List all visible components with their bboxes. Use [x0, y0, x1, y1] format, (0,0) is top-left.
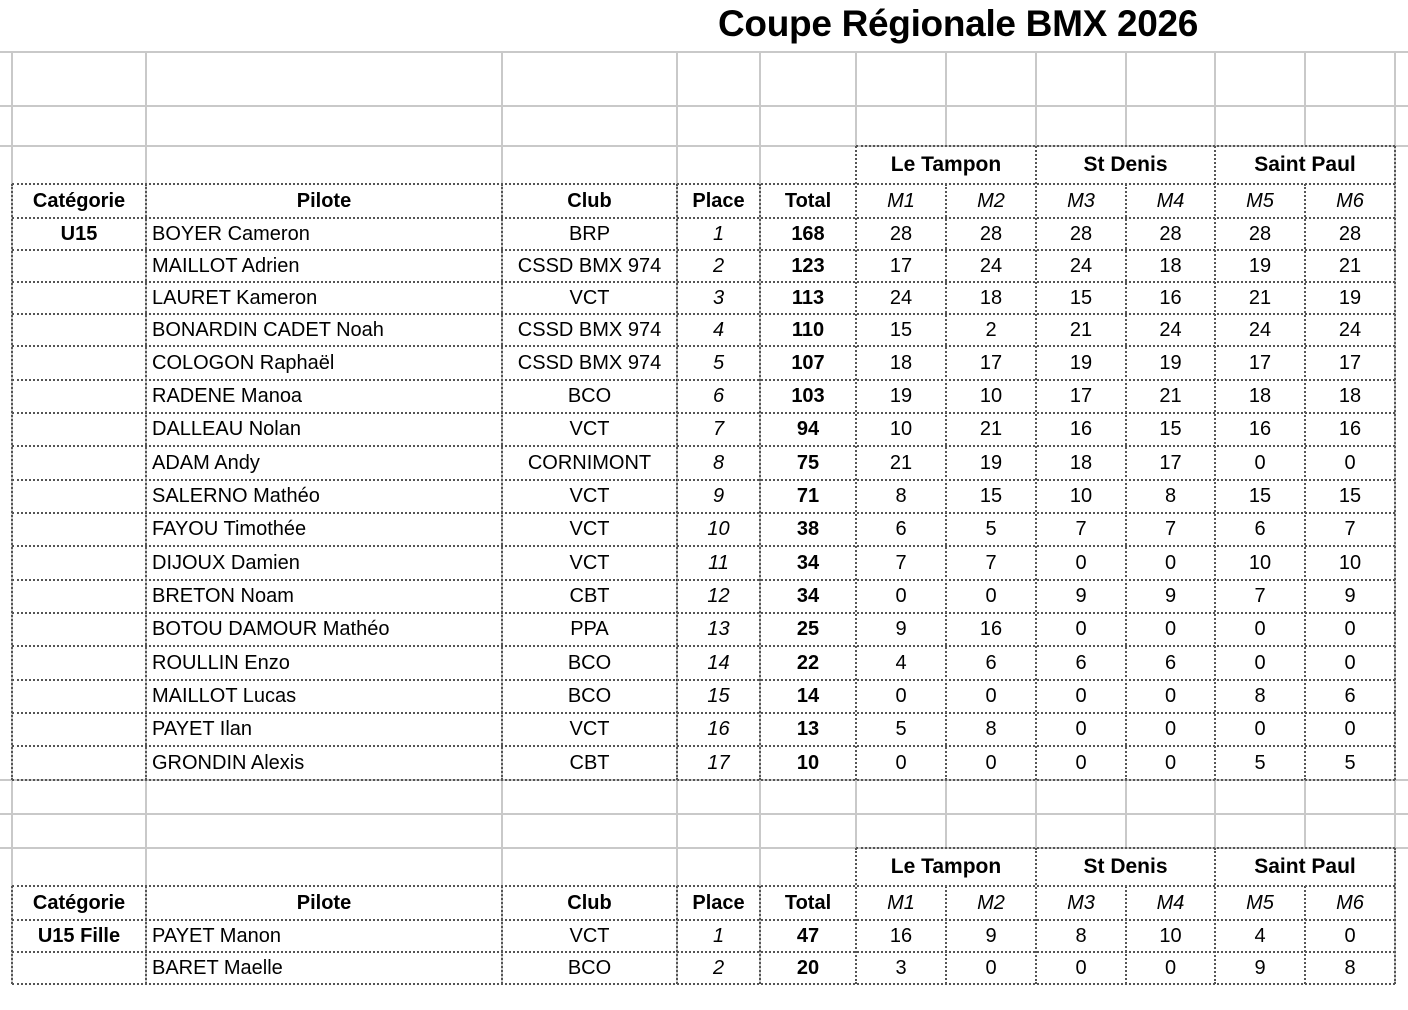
manche-score[interactable]: 0 — [1344, 925, 1356, 947]
manche-score[interactable]: 9 — [1164, 585, 1177, 607]
manche-score[interactable]: 8 — [895, 485, 907, 507]
pilot-name[interactable]: ADAM Andy — [152, 452, 260, 474]
venue-header[interactable]: Le Tampon — [890, 153, 1002, 176]
manche-score[interactable]: 5 — [1254, 752, 1266, 774]
manche-score[interactable]: 10 — [889, 418, 913, 440]
pilot-place[interactable]: 16 — [707, 718, 730, 740]
pilot-total[interactable]: 34 — [796, 552, 820, 574]
manche-score[interactable]: 19 — [1338, 287, 1362, 309]
pilot-club[interactable]: VCT — [569, 287, 610, 309]
pilot-total[interactable]: 14 — [796, 685, 820, 707]
manche-score[interactable]: 0 — [1164, 718, 1177, 740]
header-manche[interactable]: M2 — [977, 892, 1005, 914]
manche-score[interactable]: 18 — [1069, 452, 1093, 474]
grid-line-v — [945, 780, 947, 848]
manche-score[interactable]: 6 — [1164, 652, 1177, 674]
manche-score[interactable]: 18 — [979, 287, 1003, 309]
manche-score[interactable]: 7 — [985, 552, 997, 574]
header-manche[interactable]: M6 — [1336, 190, 1364, 212]
pilot-club[interactable]: BCO — [567, 957, 612, 979]
manche-score[interactable]: 0 — [985, 685, 997, 707]
venue-header[interactable]: Le Tampon — [890, 855, 1002, 878]
grid-line-v — [1125, 52, 1127, 146]
pilot-name[interactable]: MAILLOT Lucas — [152, 685, 297, 707]
manche-score[interactable]: 0 — [985, 957, 997, 979]
manche-score[interactable]: 0 — [1075, 957, 1087, 979]
manche-score[interactable]: 0 — [1344, 718, 1356, 740]
pilot-place[interactable]: 10 — [707, 518, 730, 540]
manche-score[interactable]: 8 — [1344, 957, 1356, 979]
grid-line-v — [759, 52, 761, 146]
pilot-total[interactable]: 107 — [791, 352, 825, 374]
category-label[interactable]: U15 — [60, 223, 98, 245]
pilot-club[interactable]: CSSD BMX 974 — [517, 352, 662, 374]
manche-score[interactable]: 24 — [1069, 255, 1093, 277]
manche-score[interactable]: 24 — [1248, 319, 1272, 341]
manche-score[interactable]: 2 — [985, 319, 997, 341]
pilot-total[interactable]: 38 — [796, 518, 820, 540]
pilot-place[interactable]: 14 — [707, 652, 730, 674]
header-manche[interactable]: M5 — [1246, 190, 1274, 212]
manche-score[interactable]: 17 — [1159, 452, 1182, 474]
pilot-place[interactable]: 2 — [712, 255, 725, 277]
venue-header[interactable]: St Denis — [1083, 855, 1168, 878]
grid-line-h — [12, 983, 1395, 985]
header-categorie[interactable]: Catégorie — [32, 190, 126, 212]
pilot-club[interactable]: VCT — [569, 518, 610, 540]
manche-score[interactable]: 9 — [1075, 585, 1087, 607]
pilot-name[interactable]: MAILLOT Adrien — [152, 255, 300, 277]
header-manche[interactable]: M6 — [1336, 892, 1364, 914]
manche-score[interactable]: 9 — [1344, 585, 1356, 607]
pilot-place[interactable]: 11 — [708, 552, 729, 574]
manche-score[interactable]: 0 — [1164, 685, 1177, 707]
pilot-place[interactable]: 5 — [712, 352, 725, 374]
pilot-name[interactable]: BOTOU DAMOUR Mathéo — [152, 618, 390, 640]
pilot-name[interactable]: FAYOU Timothée — [152, 518, 307, 540]
grid-line-v — [1304, 780, 1306, 848]
manche-score[interactable]: 21 — [1159, 385, 1182, 407]
pilot-place[interactable]: 2 — [712, 957, 725, 979]
venue-header[interactable]: Saint Paul — [1254, 855, 1356, 878]
manche-score[interactable]: 24 — [1338, 319, 1362, 341]
manche-score[interactable]: 0 — [895, 585, 907, 607]
manche-score[interactable]: 0 — [895, 752, 907, 774]
pilot-name[interactable]: BRETON Noam — [152, 585, 294, 607]
pilot-club[interactable]: CSSD BMX 974 — [517, 319, 662, 341]
manche-score[interactable]: 17 — [979, 352, 1003, 374]
manche-score[interactable]: 0 — [1075, 552, 1087, 574]
grid-line-v — [945, 52, 947, 146]
pilot-place[interactable]: 6 — [712, 385, 725, 407]
header-categorie[interactable]: Catégorie — [32, 892, 126, 914]
pilot-place[interactable]: 17 — [707, 752, 730, 774]
grid-line-v — [676, 52, 678, 146]
pilot-place[interactable]: 4 — [712, 319, 725, 341]
manche-score[interactable]: 15 — [1069, 287, 1093, 309]
manche-score[interactable]: 9 — [895, 618, 907, 640]
pilot-name[interactable]: COLOGON Raphaël — [152, 352, 335, 374]
grid-line-v — [11, 52, 13, 146]
grid-line-v — [501, 52, 503, 146]
manche-score[interactable]: 0 — [1254, 652, 1266, 674]
pilot-club[interactable]: VCT — [569, 925, 610, 947]
header-club[interactable]: Club — [567, 892, 612, 914]
manche-score[interactable]: 10 — [1248, 552, 1272, 574]
manche-score[interactable]: 8 — [985, 718, 997, 740]
pilot-total[interactable]: 34 — [796, 585, 820, 607]
manche-score[interactable]: 16 — [889, 925, 913, 947]
manche-score[interactable]: 15 — [1248, 485, 1272, 507]
pilot-club[interactable]: VCT — [569, 718, 610, 740]
pilot-place[interactable]: 15 — [707, 685, 730, 707]
pilot-club[interactable]: VCT — [569, 485, 610, 507]
manche-score[interactable]: 21 — [889, 452, 913, 474]
manche-score[interactable]: 15 — [979, 485, 1003, 507]
venue-header[interactable]: Saint Paul — [1254, 153, 1356, 176]
pilot-place[interactable]: 3 — [712, 287, 725, 309]
manche-score[interactable]: 28 — [979, 223, 1003, 245]
manche-score[interactable]: 19 — [1069, 352, 1093, 374]
manche-score[interactable]: 21 — [1338, 255, 1362, 277]
header-manche[interactable]: M4 — [1156, 892, 1185, 914]
manche-score[interactable]: 10 — [1338, 552, 1362, 574]
pilot-club[interactable]: CBT — [569, 752, 610, 774]
pilot-total[interactable]: 25 — [796, 618, 820, 640]
manche-score[interactable]: 28 — [889, 223, 913, 245]
pilot-club[interactable]: CSSD BMX 974 — [517, 255, 662, 277]
grid-line-v — [1304, 52, 1306, 146]
manche-score[interactable]: 15 — [1338, 485, 1362, 507]
manche-score[interactable]: 16 — [1248, 418, 1272, 440]
manche-score[interactable]: 21 — [979, 418, 1003, 440]
pilot-total[interactable]: 71 — [796, 485, 820, 507]
pilot-club[interactable]: BCO — [567, 385, 612, 407]
manche-score[interactable]: 3 — [895, 957, 907, 979]
header-pilote[interactable]: Pilote — [296, 190, 352, 212]
pilot-name[interactable]: BARET Maelle — [152, 957, 283, 979]
pilot-name[interactable]: GRONDIN Alexis — [152, 752, 305, 774]
manche-score[interactable]: 9 — [985, 925, 997, 947]
pilot-name[interactable]: RADENE Manoa — [152, 385, 303, 407]
manche-score[interactable]: 19 — [889, 385, 913, 407]
manche-score[interactable]: 0 — [895, 685, 907, 707]
pilot-name[interactable]: SALERNO Mathéo — [152, 485, 320, 507]
pilot-club[interactable]: VCT — [569, 418, 610, 440]
header-manche[interactable]: M1 — [887, 190, 915, 212]
grid-line-v — [11, 184, 13, 780]
grid-line-v — [1035, 52, 1037, 146]
sheet-title: Coupe Régionale BMX 2026 — [718, 3, 1199, 44]
manche-score[interactable]: 6 — [1075, 652, 1087, 674]
grid-line-v — [1125, 780, 1127, 848]
header-place[interactable]: Place — [692, 190, 745, 212]
pilot-place[interactable]: 1 — [712, 925, 725, 947]
manche-score[interactable]: 7 — [1254, 585, 1266, 607]
manche-score[interactable]: 0 — [1344, 452, 1356, 474]
pilot-place[interactable]: 13 — [707, 618, 730, 640]
header-manche[interactable]: M2 — [977, 190, 1005, 212]
grid-line-v — [1214, 52, 1216, 146]
manche-score[interactable]: 0 — [1254, 618, 1266, 640]
grid-line-v — [145, 52, 147, 146]
manche-score[interactable]: 18 — [1338, 385, 1362, 407]
pilot-total[interactable]: 47 — [796, 925, 820, 947]
manche-score[interactable]: 0 — [1254, 452, 1266, 474]
venue-header[interactable]: St Denis — [1083, 153, 1168, 176]
pilot-place[interactable]: 9 — [712, 485, 725, 507]
manche-score[interactable]: 15 — [889, 319, 913, 341]
pilot-club[interactable]: CORNIMONT — [527, 452, 652, 474]
grid-line-v — [855, 780, 857, 848]
manche-score[interactable]: 6 — [895, 518, 907, 540]
manche-score[interactable]: 7 — [1164, 518, 1177, 540]
manche-score[interactable]: 6 — [985, 652, 997, 674]
manche-score[interactable]: 16 — [1338, 418, 1362, 440]
pilot-place[interactable]: 12 — [707, 585, 730, 607]
pilot-total[interactable]: 110 — [791, 319, 825, 341]
manche-score[interactable]: 0 — [1075, 685, 1087, 707]
pilot-name[interactable]: DALLEAU Nolan — [152, 418, 301, 440]
manche-score[interactable]: 0 — [1164, 552, 1177, 574]
manche-score[interactable]: 19 — [979, 452, 1003, 474]
manche-score[interactable]: 24 — [1159, 319, 1182, 341]
grid-line-v — [855, 52, 857, 146]
manche-score[interactable]: 0 — [1344, 618, 1356, 640]
manche-score[interactable]: 28 — [1338, 223, 1362, 245]
pilot-name[interactable]: PAYET Manon — [152, 925, 281, 947]
manche-score[interactable]: 28 — [1069, 223, 1093, 245]
header-manche[interactable]: M4 — [1156, 190, 1185, 212]
pilot-place[interactable]: 1 — [712, 223, 725, 245]
manche-score[interactable]: 16 — [979, 618, 1003, 640]
pilot-total[interactable]: 94 — [796, 418, 820, 440]
grid-line-h — [0, 51, 1408, 53]
manche-score[interactable]: 0 — [985, 585, 997, 607]
manche-score[interactable]: 17 — [1248, 352, 1272, 374]
manche-score[interactable]: 16 — [1069, 418, 1093, 440]
grid-line-v — [1035, 780, 1037, 848]
pilot-club[interactable]: PPA — [570, 618, 609, 640]
pilot-total[interactable]: 13 — [796, 718, 820, 740]
pilot-name[interactable]: ROULLIN Enzo — [152, 652, 290, 674]
manche-score[interactable]: 8 — [1164, 485, 1177, 507]
manche-score[interactable]: 8 — [1075, 925, 1087, 947]
manche-score[interactable]: 0 — [1075, 718, 1087, 740]
manche-score[interactable]: 24 — [889, 287, 913, 309]
pilot-name[interactable]: BOYER Cameron — [152, 223, 310, 245]
manche-score[interactable]: 19 — [1248, 255, 1272, 277]
manche-score[interactable]: 10 — [1069, 485, 1093, 507]
pilot-club[interactable]: CBT — [569, 585, 610, 607]
header-manche[interactable]: M1 — [887, 892, 915, 914]
pilot-total[interactable]: 103 — [791, 385, 825, 407]
pilot-club[interactable]: BCO — [567, 685, 612, 707]
manche-score[interactable]: 17 — [1069, 385, 1093, 407]
pilot-club[interactable]: BRP — [568, 223, 611, 245]
pilot-total[interactable]: 22 — [796, 652, 820, 674]
manche-score[interactable]: 0 — [1164, 752, 1177, 774]
manche-score[interactable]: 7 — [1344, 518, 1356, 540]
pilot-place[interactable]: 7 — [712, 418, 725, 440]
manche-score[interactable]: 19 — [1159, 352, 1182, 374]
manche-score[interactable]: 0 — [1254, 718, 1266, 740]
pilot-club[interactable]: VCT — [569, 552, 610, 574]
manche-score[interactable]: 0 — [985, 752, 997, 774]
manche-score[interactable]: 6 — [1344, 685, 1356, 707]
manche-score[interactable]: 5 — [895, 718, 907, 740]
pilot-total[interactable]: 113 — [791, 287, 825, 309]
manche-score[interactable]: 28 — [1248, 223, 1272, 245]
grid-line-h — [12, 779, 1395, 781]
pilot-total[interactable]: 168 — [791, 223, 825, 245]
grid-line-h — [0, 813, 1408, 815]
manche-score[interactable]: 21 — [1248, 287, 1272, 309]
manche-score[interactable]: 10 — [979, 385, 1003, 407]
pilot-name[interactable]: BONARDIN CADET Noah — [152, 319, 384, 341]
header-manche[interactable]: M3 — [1067, 892, 1095, 914]
manche-score[interactable]: 16 — [1159, 287, 1182, 309]
manche-score[interactable]: 7 — [895, 552, 907, 574]
manche-score[interactable]: 10 — [1159, 925, 1182, 947]
grid-line-h — [0, 105, 1408, 107]
manche-score[interactable]: 28 — [1159, 223, 1182, 245]
grid-line-v — [1214, 780, 1216, 848]
header-manche[interactable]: M3 — [1067, 190, 1095, 212]
manche-score[interactable]: 18 — [889, 352, 913, 374]
pilot-place[interactable]: 8 — [712, 452, 725, 474]
header-place[interactable]: Place — [692, 892, 745, 914]
manche-score[interactable]: 21 — [1069, 319, 1093, 341]
header-club[interactable]: Club — [567, 190, 612, 212]
manche-score[interactable]: 6 — [1254, 518, 1266, 540]
manche-score[interactable]: 0 — [1075, 752, 1087, 774]
manche-score[interactable]: 17 — [1338, 352, 1362, 374]
manche-score[interactable]: 18 — [1159, 255, 1182, 277]
header-total[interactable]: Total — [784, 190, 832, 212]
pilot-name[interactable]: DIJOUX Damien — [152, 552, 300, 574]
manche-score[interactable]: 18 — [1248, 385, 1272, 407]
manche-score[interactable]: 5 — [985, 518, 997, 540]
manche-score[interactable]: 0 — [1164, 957, 1177, 979]
pilot-total[interactable]: 123 — [791, 255, 825, 277]
pilot-name[interactable]: LAURET Kameron — [152, 287, 318, 309]
manche-score[interactable]: 24 — [979, 255, 1003, 277]
manche-score[interactable]: 7 — [1075, 518, 1087, 540]
manche-score[interactable]: 5 — [1344, 752, 1356, 774]
pilot-total[interactable]: 75 — [796, 452, 820, 474]
manche-score[interactable]: 8 — [1254, 685, 1266, 707]
pilot-name[interactable]: PAYET Ilan — [152, 718, 253, 740]
manche-score[interactable]: 0 — [1075, 618, 1087, 640]
manche-score[interactable]: 4 — [895, 652, 907, 674]
header-manche[interactable]: M5 — [1246, 892, 1274, 914]
header-total[interactable]: Total — [784, 892, 832, 914]
manche-score[interactable]: 17 — [889, 255, 913, 277]
manche-score[interactable]: 15 — [1159, 418, 1182, 440]
manche-score[interactable]: 4 — [1254, 925, 1266, 947]
category-label[interactable]: U15 Fille — [37, 925, 121, 947]
manche-score[interactable]: 0 — [1164, 618, 1177, 640]
pilot-club[interactable]: BCO — [567, 652, 612, 674]
header-pilote[interactable]: Pilote — [296, 892, 352, 914]
pilot-total[interactable]: 20 — [796, 957, 820, 979]
pilot-total[interactable]: 10 — [796, 752, 820, 774]
manche-score[interactable]: 9 — [1254, 957, 1266, 979]
manche-score[interactable]: 0 — [1344, 652, 1356, 674]
